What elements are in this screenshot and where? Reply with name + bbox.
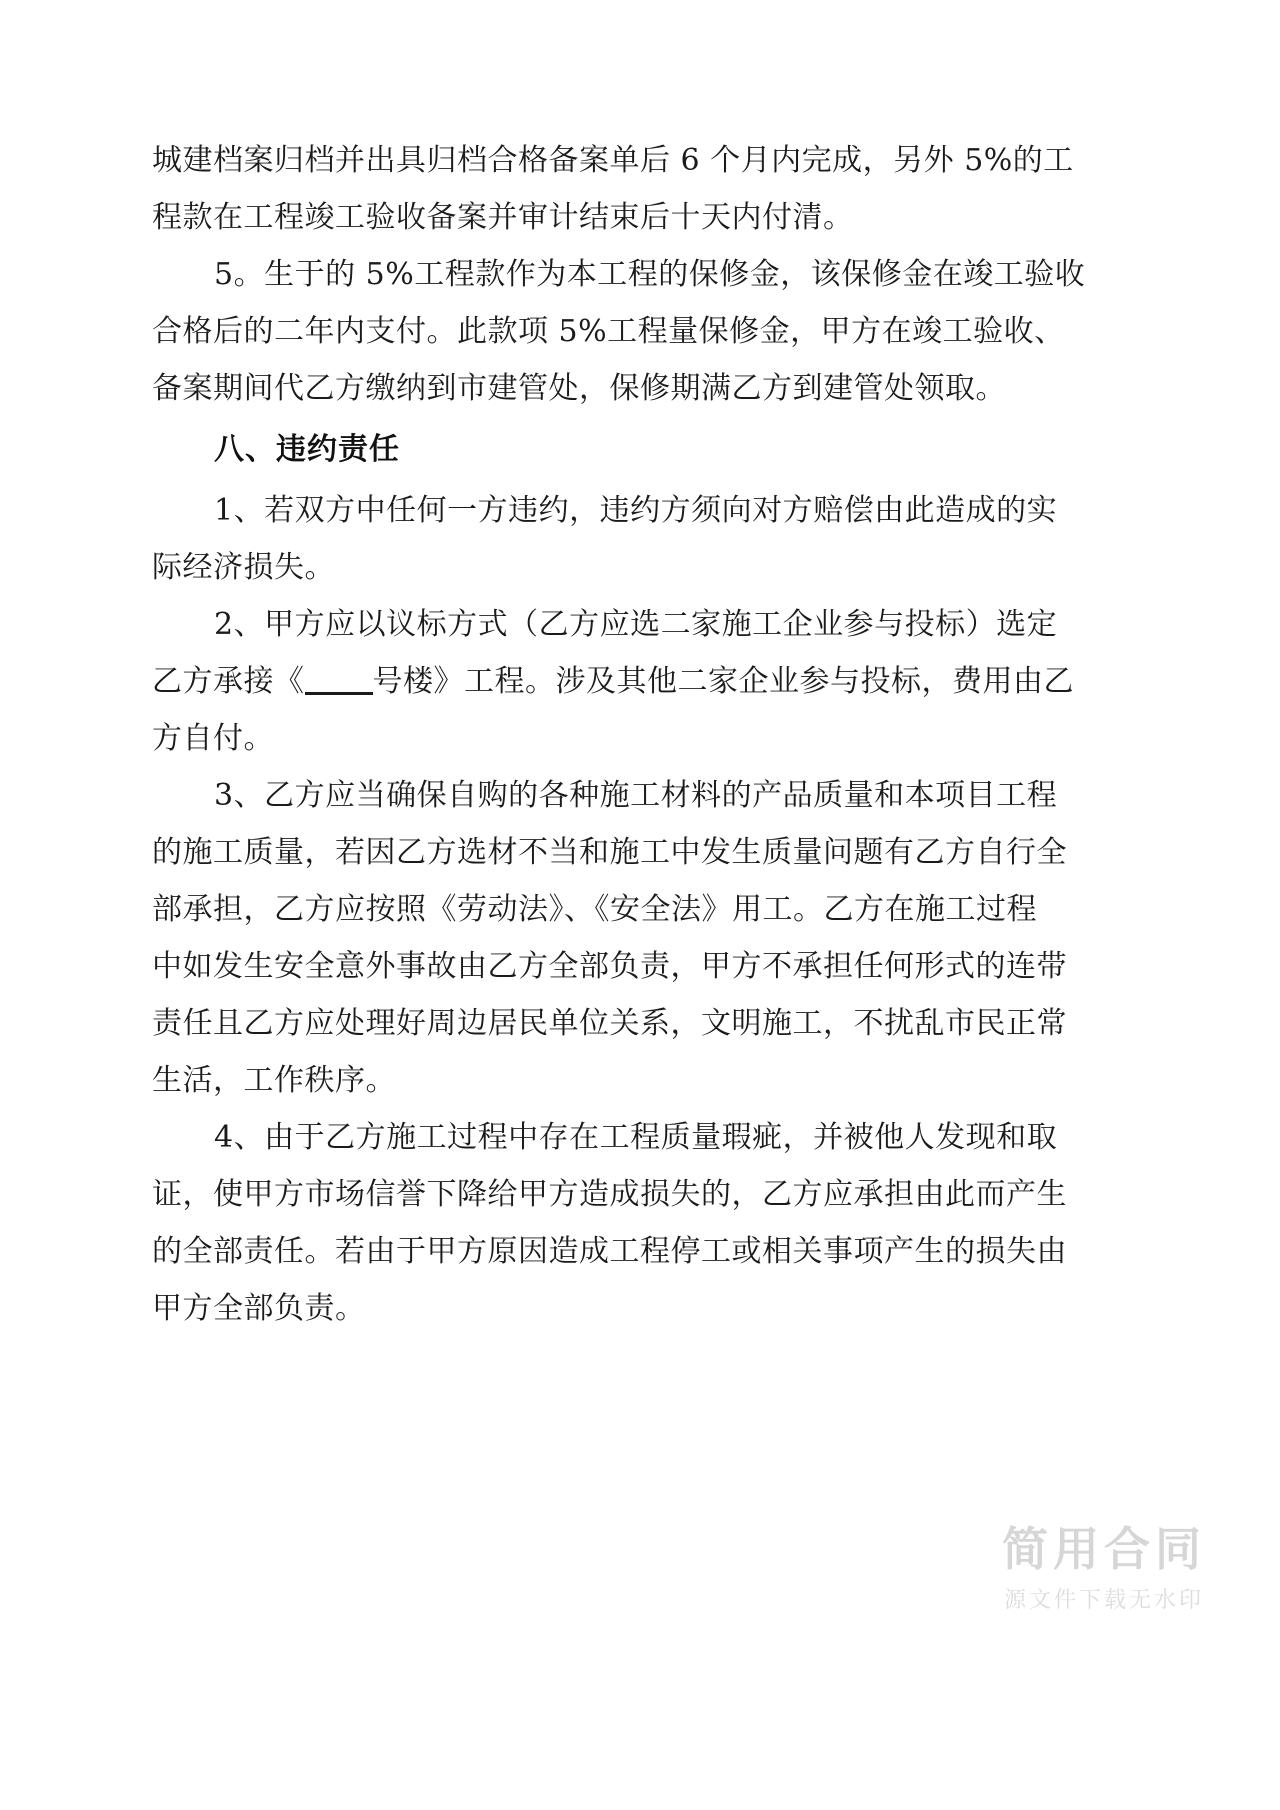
clause-1 [152, 482, 1058, 596]
text-line: 备案期间代乙方缴纳到市建管处，保修期满乙方到建管处领取。 [152, 371, 1006, 406]
text-line: 中如发生安全意外事故由乙方全部负责，甲方不承担任何形式的连带 [152, 949, 1067, 984]
watermark-tagline: 源文件下载无水印 [1003, 1588, 1204, 1613]
text-line: 方自付。 [152, 721, 274, 756]
watermark-brand: 简用合同 [1002, 1521, 1206, 1576]
text-line: 4、由于乙方施工过程中存在工程质量瑕疵，并被他人发现和取 [214, 1120, 1058, 1155]
clause-4 [152, 1109, 1067, 1337]
text-after-blank: 号楼》工程。涉及其他二家企业参与投标，费用由乙 [372, 664, 1074, 699]
clause-2 [152, 596, 1074, 767]
text-line: 甲方全部负责。 [152, 1291, 366, 1326]
clause-3 [152, 767, 1067, 1109]
text-line: 合格后的二年内支付。此款项 5%工程量保修金，甲方在竣工验收、 [152, 314, 1065, 349]
section-heading: 八、违约责任 [214, 432, 400, 467]
paragraph-continuation [152, 132, 1074, 246]
text-line: 5。生于的 5%工程款作为本工程的保修金，该保修金在竣工验收 [214, 257, 1086, 292]
text-line: 3、乙方应当确保自购的各种施工材料的产品质量和本项目工程 [214, 778, 1058, 813]
text-line-with-blank [152, 653, 1074, 710]
text-line: 部承担，乙方应按照《劳动法》、《安全法》用工。乙方在施工过程 [152, 892, 1037, 927]
text-line: 生活，工作秩序。 [152, 1063, 396, 1098]
text-line: 的施工质量，若因乙方选材不当和施工中发生质量问题有乙方自行全 [152, 835, 1067, 870]
text-line: 城建档案归档并出具归档合格备案单后 6 个月内完成，另外 5%的工 [152, 143, 1074, 178]
text-line: 程款在工程竣工验收备案并审计结束后十天内付清。 [152, 200, 854, 235]
text-line: 2、甲方应以议标方式（乙方应选二家施工企业参与投标）选定 [214, 607, 1058, 642]
fill-in-blank[interactable] [305, 692, 373, 695]
text-line: 1、若双方中任何一方违约，违约方须向对方赔偿由此造成的实 [214, 493, 1058, 528]
text-line: 证，使甲方市场信誉下降给甲方造成损失的，乙方应承担由此而产生 [152, 1177, 1067, 1212]
document-body [152, 132, 1086, 1337]
text-before-blank: 乙方承接《 [152, 664, 305, 699]
text-line: 的全部责任。若由于甲方原因造成工程停工或相关事项产生的损失由 [152, 1234, 1067, 1269]
text-line: 责任且乙方应处理好周边居民单位关系，文明施工，不扰乱市民正常 [152, 1006, 1067, 1041]
clause-5 [152, 246, 1086, 417]
watermark [1002, 1521, 1206, 1614]
text-line: 际经济损失。 [152, 550, 335, 585]
